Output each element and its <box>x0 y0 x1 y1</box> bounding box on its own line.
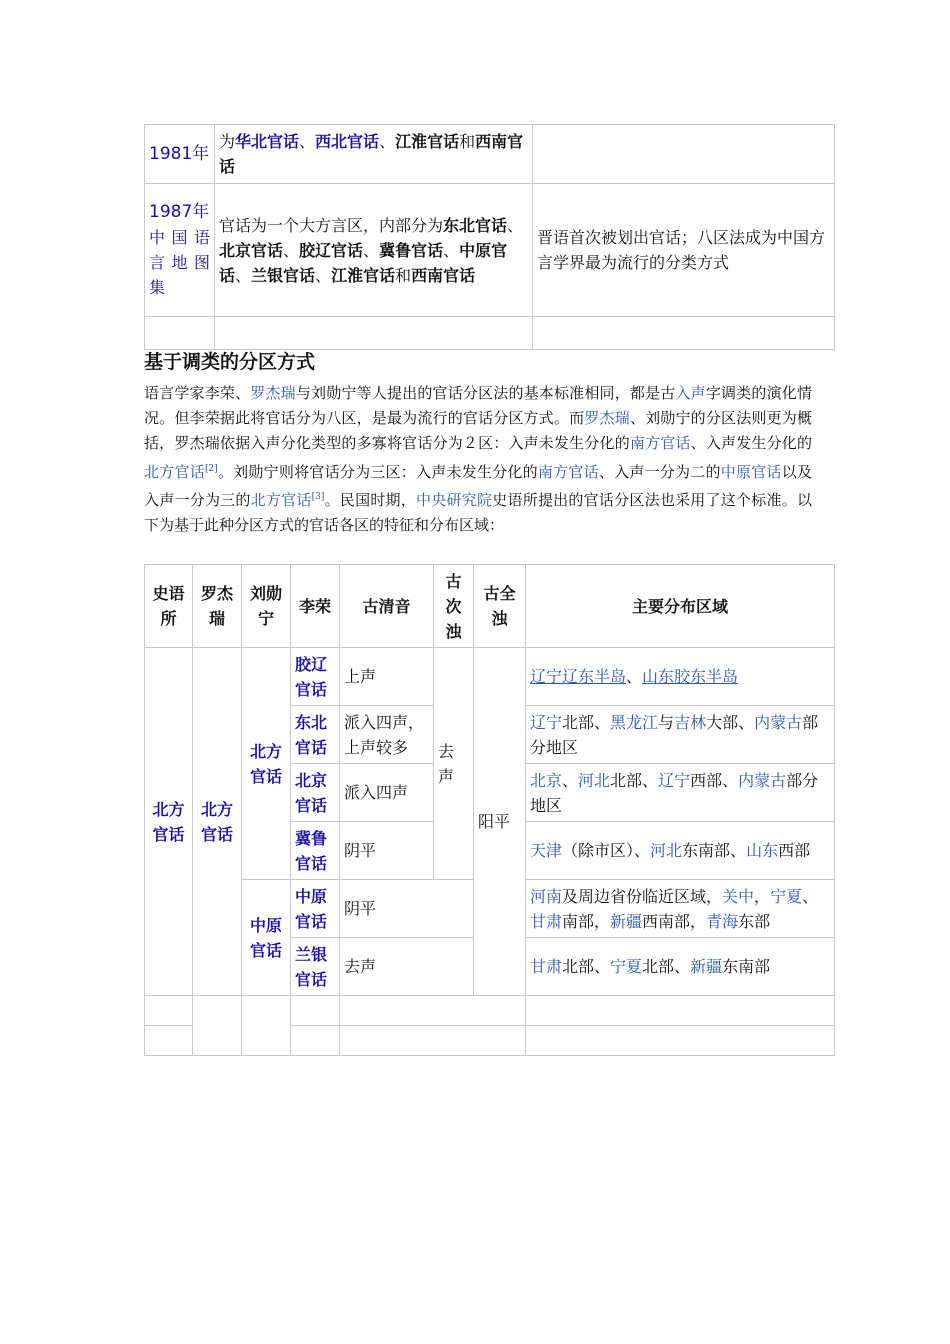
qingyin-cell: 去声 <box>340 938 474 996</box>
bold-term: 北京官话 <box>219 240 284 260</box>
term-link[interactable]: 北方官话 <box>144 462 205 481</box>
text-run: 及周边省份临近区域， <box>562 886 723 906</box>
qingyin-cell: 上声 <box>340 648 434 706</box>
text-run: 为 <box>219 132 236 151</box>
term-link[interactable]: 河北 <box>650 841 683 860</box>
bold-term: 兰银官话 <box>251 265 316 285</box>
table-row <box>145 184 835 317</box>
bold-term: 西南官话 <box>411 265 476 285</box>
text-run: 、 <box>315 265 332 285</box>
empty-cell <box>340 996 526 1026</box>
intro-paragraph <box>144 381 812 538</box>
text-run: 和 <box>395 265 412 285</box>
text-run: 与 <box>658 712 675 732</box>
empty-row <box>145 317 835 350</box>
text-run: 、入声发生分化的 <box>690 434 812 453</box>
classification-cell <box>215 125 533 184</box>
header-cidu: 古次浊 <box>434 565 474 648</box>
term-link[interactable]: 甘肃 <box>530 911 563 931</box>
term-link[interactable]: 河南 <box>530 886 563 906</box>
text-run: 、 <box>507 215 524 235</box>
lirong-cell[interactable]: 冀鲁官话 <box>291 822 340 880</box>
header-qingyin: 古清音 <box>340 565 434 648</box>
term-link[interactable]: 南方官话 <box>537 462 599 481</box>
term-link[interactable]: 山东 <box>746 841 779 860</box>
year-label[interactable]: 1987年 <box>149 202 210 222</box>
text-run: 东南部 <box>722 957 771 976</box>
area-cell <box>526 648 835 706</box>
text-run: 。刘勋宁则将官话分为三区：入声未发生分化的 <box>217 462 538 481</box>
empty-cell <box>526 996 835 1026</box>
lirong-cell[interactable]: 中原官话 <box>291 880 340 938</box>
header-quandu: 古全浊 <box>474 565 526 648</box>
term-link[interactable]: 天津 <box>530 841 563 860</box>
shiyusuo-group[interactable]: 北方官话 <box>145 648 193 996</box>
text-run: 、 <box>283 240 300 260</box>
quandu-cell: 阳平 <box>474 648 526 996</box>
term-link[interactable]: 北京 <box>530 770 563 790</box>
text-run: 西部、 <box>690 770 739 790</box>
section-heading: 基于调类的分区方式 <box>144 351 316 373</box>
empty-cell <box>291 996 340 1026</box>
reference-link[interactable]: [2] <box>204 463 218 474</box>
term-link[interactable]: 新疆 <box>690 957 723 976</box>
text-run: 、入声一分为二的 <box>598 462 721 481</box>
empty-cell <box>145 317 215 350</box>
header-row <box>145 565 835 648</box>
bold-term: 中原官话 <box>219 240 508 285</box>
bold-term: 冀鲁官话 <box>379 240 444 260</box>
qingyin-cell: 阴平 <box>340 880 474 938</box>
term-link[interactable]: 入声 <box>675 384 706 402</box>
header-shiyusuo: 史语所 <box>145 565 193 648</box>
empty-cell <box>533 317 835 350</box>
area-cell <box>526 706 835 764</box>
text-run: 、 <box>626 667 643 686</box>
qingyin-cell: 阴平 <box>340 822 434 880</box>
term-link[interactable]: 西北官话 <box>315 132 380 151</box>
table-row <box>145 648 835 706</box>
lirong-cell[interactable]: 北京官话 <box>291 764 340 822</box>
text-run: 部分地区 <box>530 770 819 815</box>
term-link[interactable]: 吉林 <box>674 712 707 732</box>
bold-term: 江淮官话 <box>395 132 460 151</box>
term-link[interactable]: 北方官话 <box>250 490 312 509</box>
term-link[interactable]: 辽宁 <box>658 770 691 790</box>
text-run: 、 <box>443 240 460 260</box>
term-link[interactable]: 辽宁 <box>530 712 563 732</box>
term-link[interactable]: 甘肃 <box>530 957 563 976</box>
text-run: 、 <box>235 265 252 285</box>
text-run: 、 <box>379 132 396 151</box>
empty-cell <box>291 1026 340 1056</box>
bold-term: 东北官话 <box>443 215 508 235</box>
lirong-cell[interactable]: 胶辽官话 <box>291 648 340 706</box>
text-run: 以及入声一分为三的 <box>144 462 812 509</box>
text-run: 北部、 <box>562 712 611 732</box>
header-lirong: 李荣 <box>291 565 340 648</box>
term-link[interactable]: 新疆 <box>610 911 643 931</box>
term-link[interactable]: 河北 <box>578 770 611 790</box>
text-run: 东部 <box>738 911 771 931</box>
area-cell <box>526 764 835 822</box>
empty-cell <box>215 317 533 350</box>
year-1981-link[interactable] <box>145 125 215 184</box>
term-link[interactable]: 宁夏 <box>770 886 803 906</box>
empty-cell <box>242 996 291 1056</box>
term-link[interactable]: 南方官话 <box>629 434 691 453</box>
text-run: 官话为一个大方言区，内部分为 <box>219 215 444 235</box>
area-cell <box>526 880 835 938</box>
header-area: 主要分布区域 <box>526 565 835 648</box>
text-run: 西部 <box>778 841 811 860</box>
classification-text <box>219 132 523 176</box>
empty-cell <box>193 996 242 1056</box>
term-link[interactable]: 内蒙古 <box>754 712 803 732</box>
text-run: 语言学家李荣、 <box>144 384 251 402</box>
term-link[interactable]: 罗杰瑞 <box>250 384 296 402</box>
text-run: 北部、 <box>642 957 691 976</box>
text-run: 、 <box>299 132 316 151</box>
text-run: 字调类的演化情况。但李荣据此将官话分为八区，是最为流行的官话分区方式。而 <box>144 384 812 428</box>
note-cell <box>533 184 835 317</box>
year-1987-cell <box>145 184 215 317</box>
term-link[interactable]: 山东胶东半岛 <box>642 667 739 686</box>
header-luojierui: 罗杰瑞 <box>193 565 242 648</box>
text-run: 、 <box>363 240 380 260</box>
term-link[interactable]: 关中 <box>722 886 755 906</box>
text-run: 北部、 <box>562 957 611 976</box>
qingyin-cell: 派入四声 <box>340 764 434 822</box>
text-run: 和 <box>459 132 476 151</box>
empty-row <box>145 996 835 1026</box>
term-link[interactable]: 宁夏 <box>610 957 643 976</box>
text-run: 西南部， <box>642 911 707 931</box>
text-run: 东南部、 <box>682 841 747 860</box>
empty-cell <box>526 1026 835 1056</box>
empty-cell <box>145 996 193 1026</box>
term-link[interactable]: 中央研究院 <box>416 490 493 509</box>
empty-cell <box>340 1026 526 1056</box>
bold-term: 江淮官话 <box>331 265 396 285</box>
text-run: 大部、 <box>706 712 755 732</box>
classification-history-table <box>144 124 835 350</box>
qingyin-cell: 派入四声，上声较多 <box>340 706 434 764</box>
classification-text <box>219 216 523 285</box>
term-link[interactable]: 华北官话 <box>235 132 300 151</box>
term-link[interactable]: 黑龙江 <box>610 712 659 732</box>
luojierui-group[interactable]: 北方官话 <box>193 648 242 996</box>
bold-term: 西南官话 <box>219 132 524 176</box>
term-link[interactable]: 罗杰瑞 <box>584 409 630 428</box>
liuxunning-central-group[interactable]: 中原官话 <box>242 880 291 996</box>
lirong-cell[interactable]: 东北官话 <box>291 706 340 764</box>
term-link[interactable]: 辽宁辽东半岛 <box>530 667 627 686</box>
text-run: （除市区）、 <box>562 841 651 860</box>
term-link[interactable]: 中原官话 <box>720 462 782 481</box>
text-run: 。民国时期， <box>324 490 417 509</box>
term-link[interactable]: 青海 <box>706 911 739 931</box>
text-run: ， <box>754 886 771 906</box>
text-run: 、 <box>802 886 819 906</box>
atlas-link[interactable]: 中国语言地图集 <box>149 228 210 297</box>
reference-link[interactable]: [3] <box>311 491 325 502</box>
text-run: 部分地区 <box>530 712 819 757</box>
mandarin-division-table <box>144 564 835 1056</box>
lirong-cell[interactable]: 兰银官话 <box>291 938 340 996</box>
year-label[interactable]: 1981年 <box>149 143 210 164</box>
classification-cell <box>215 184 533 317</box>
bold-term: 胶辽官话 <box>299 240 364 260</box>
note-text: 晋语首次被划出官话；八区法成为中国方言学界最为流行的分类方式 <box>537 228 826 272</box>
area-cell <box>526 938 835 996</box>
text-run: 、刘勋宁的分区法则更为概括，罗杰瑞依据入声分化类型的多寡将官话分为２区：入声未发生分化的 <box>144 409 812 453</box>
text-run: 史语所提出的官话分区法也采用了这个标准。以下为基于此种分区方式的官话各区的特征和分布区域： <box>144 490 812 535</box>
header-liuxunning: 刘勋宁 <box>242 565 291 648</box>
text-run: 北部、 <box>610 770 659 790</box>
liuxunning-north-group[interactable]: 北方官话 <box>242 648 291 880</box>
text-run: 南部， <box>562 911 611 931</box>
table-row <box>145 125 835 184</box>
area-cell <box>526 822 835 880</box>
text-run: 与刘勋宁等人提出的官话分区法的基本标准相同，都是古 <box>295 384 676 402</box>
term-link[interactable]: 内蒙古 <box>738 770 787 790</box>
text-run: 、 <box>562 770 579 790</box>
note-cell <box>533 125 835 184</box>
empty-cell <box>145 1026 193 1056</box>
cidu-cell: 去声 <box>434 648 474 880</box>
